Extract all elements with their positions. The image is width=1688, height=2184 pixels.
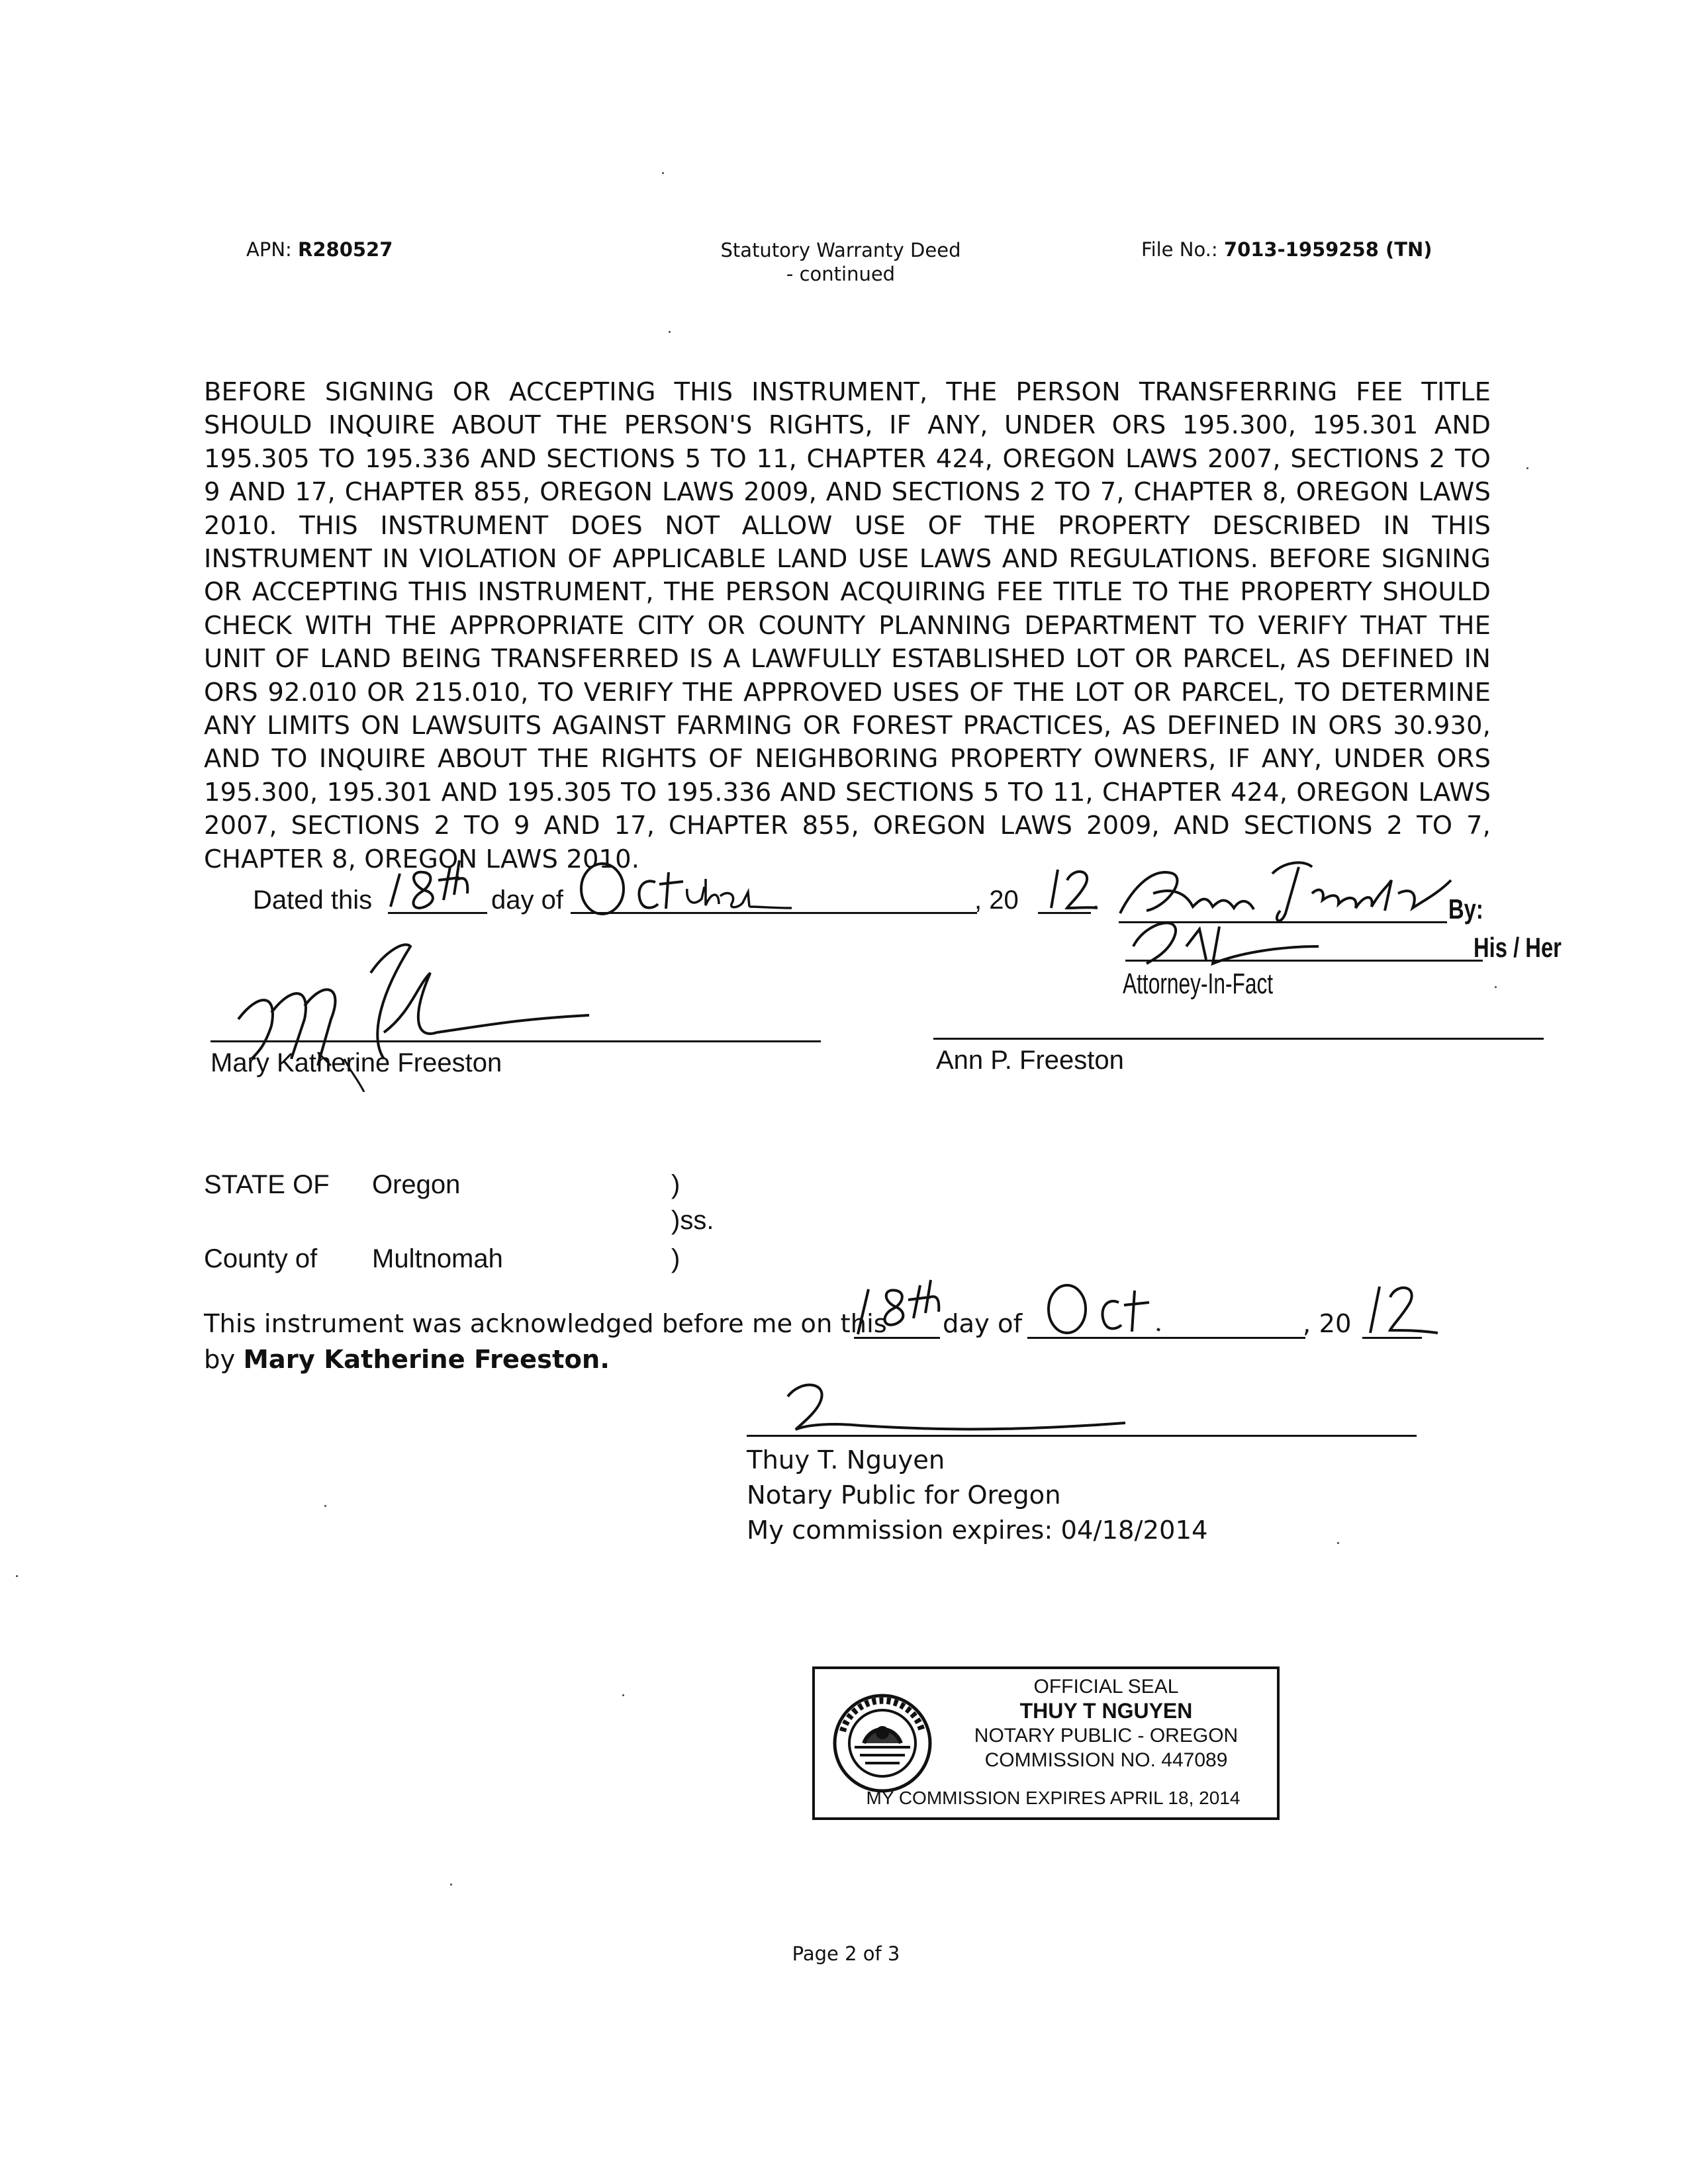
ack-by [204,1345,610,1375]
signer-name-mary: Mary Katherine Freeston [211,1048,502,1077]
by-label: By: [1448,893,1483,925]
state-label: STATE OF [204,1170,330,1199]
doc-title: Statutory Warranty Deed [720,239,961,261]
ack-day-label: day of [943,1309,1023,1339]
seal-line-official: OFFICIAL SEAL [1033,1676,1179,1698]
notary-name: Thuy T. Nguyen [747,1445,945,1475]
notary-commission: My commission expires: 04/18/2014 [747,1516,1208,1545]
scan-speck [669,331,671,333]
ack-by-name: Mary Katherine Freeston. [243,1345,610,1375]
apn [246,238,393,261]
ack-year-prefix: , 20 [1303,1309,1352,1339]
handwritten-ack-month-oct [1041,1276,1173,1340]
paren-bottom: ) [671,1244,680,1273]
official-seal [812,1666,1280,1820]
signature-notary [781,1377,1139,1449]
handwritten-month-october [569,852,794,919]
handwritten-day-18th [377,854,510,920]
signature-line-mary [211,1040,821,1042]
ack-by-prefix: by [204,1345,236,1375]
his-her-label: His / Her [1474,932,1562,963]
handwritten-ack-year-12 [1361,1277,1440,1338]
seal-line-name: THUY T NGUYEN [1019,1699,1193,1723]
apn-label: APN: [246,238,292,261]
seal-text-block [941,1674,1272,1772]
seal-line-commission: COMMISSION NO. 447089 [984,1749,1228,1771]
handwritten-year-12 [1041,860,1100,913]
file-number [1141,238,1432,261]
scan-speck [1526,467,1528,469]
document-title [688,238,993,286]
scan-speck [16,1575,18,1577]
scan-speck [1495,986,1497,988]
attorney-in-fact-label: Attorney-In-Fact [1123,968,1274,1000]
county-label: County of [204,1244,318,1273]
scan-speck [324,1505,326,1507]
scan-speck [1337,1542,1339,1544]
dated-year-prefix: , 20 [974,886,1019,915]
handwritten-ack-day-18th [849,1276,961,1340]
state-seal-emblem-icon [831,1692,934,1795]
notary-block [747,1443,1207,1548]
signature-line-ann [933,1038,1544,1040]
seal-line-expires: MY COMMISSION EXPIRES APRIL 18, 2014 [866,1788,1241,1808]
notary-title: Notary Public for Oregon [747,1480,1061,1510]
statutory-notice: BEFORE SIGNING OR ACCEPTING THIS INSTRUMENT, THE PERSON TRANSFERRING FEE TITLE SHOULD INQUIRE ABOUT THE PERSON'S RIGHTS, IF ANY, UNDER ORS 195.300, 195.301 AND 195.305 TO 195.336 AND SECTIONS 5 TO 11, CHAPTER 424, OREGON LAWS 2007, SECTIONS 2 TO 9 AND 17, CHAPTER 855, OREGON LAWS 2009, AND SECTIONS 2 TO 7, CHAPTER 8, OREGON LAWS 2010. THIS INSTRUMENT DOES NOT ALLOW USE OF THE PROPERTY DESCRIBED IN THIS INSTRUMENT IN VIOLATION OF APPLICABLE LAND USE LAWS AND REGULATIONS. BEFORE SIGNING OR ACCEPTING THIS INSTRUMENT, THE PERSON ACQUIRING FEE TITLE TO THE PROPERTY SHOULD CHECK WITH THE APPROPRIATE CITY OR COUNTY PLANNING DEPARTMENT TO VERIFY THAT THE UNIT OF LAND BEING TRANSFERRED IS A LAWFULLY ESTABLISHED LOT OR PARCEL, AS DEFINED IN ORS 92.010 OR 215.010, TO VERIFY THE APPROVED USES OF THE LOT OR PARCEL, TO DETERMINE ANY LIMITS ON LAWSUITS AGAINST FARMING OR FOREST PRACTICES, AS DEFINED IN ORS 30.930, AND TO INQUIRE ABOUT THE RIGHTS OF NEIGHBORING PROPERTY OWNERS, IF ANY, UNDER ORS 195.300, 195.301 AND 195.305 TO 195.336 AND SECTIONS 5 TO 11, CHAPTER 424, OREGON LAWS 2007, SECTIONS 2 TO 9 AND 17, CHAPTER 855, OREGON LAWS 2009, AND SECTIONS 2 TO 7, CHAPTER 8, OREGON LAWS 2010. [204,377,1491,874]
apn-value: R280527 [298,238,393,261]
ss-label: )ss. [671,1206,714,1235]
dated-day-label: day of [491,886,563,915]
file-value: 7013-1959258 (TN) [1223,238,1432,261]
scan-speck [662,172,664,174]
file-label: File No.: [1141,238,1218,261]
signature-line-right-top [1119,921,1447,923]
signature-line-his-her [1125,960,1483,962]
seal-line-notary: NOTARY PUBLIC - OREGON [974,1725,1239,1747]
page-number: Page 2 of 3 [792,1942,900,1965]
signature-line-notary [747,1435,1417,1437]
county-value: Multnomah [372,1244,503,1273]
doc-subtitle: - continued [786,263,896,285]
ack-prefix: This instrument was acknowledged before me on this [204,1309,887,1339]
scan-speck [450,1884,452,1886]
dated-prefix: Dated this [253,886,373,915]
scan-speck [622,1694,624,1696]
dated-period: . [1092,886,1100,915]
signer-name-ann: Ann P. Freeston [936,1046,1124,1075]
state-value: Oregon [372,1170,461,1199]
paren-top: ) [671,1170,680,1199]
